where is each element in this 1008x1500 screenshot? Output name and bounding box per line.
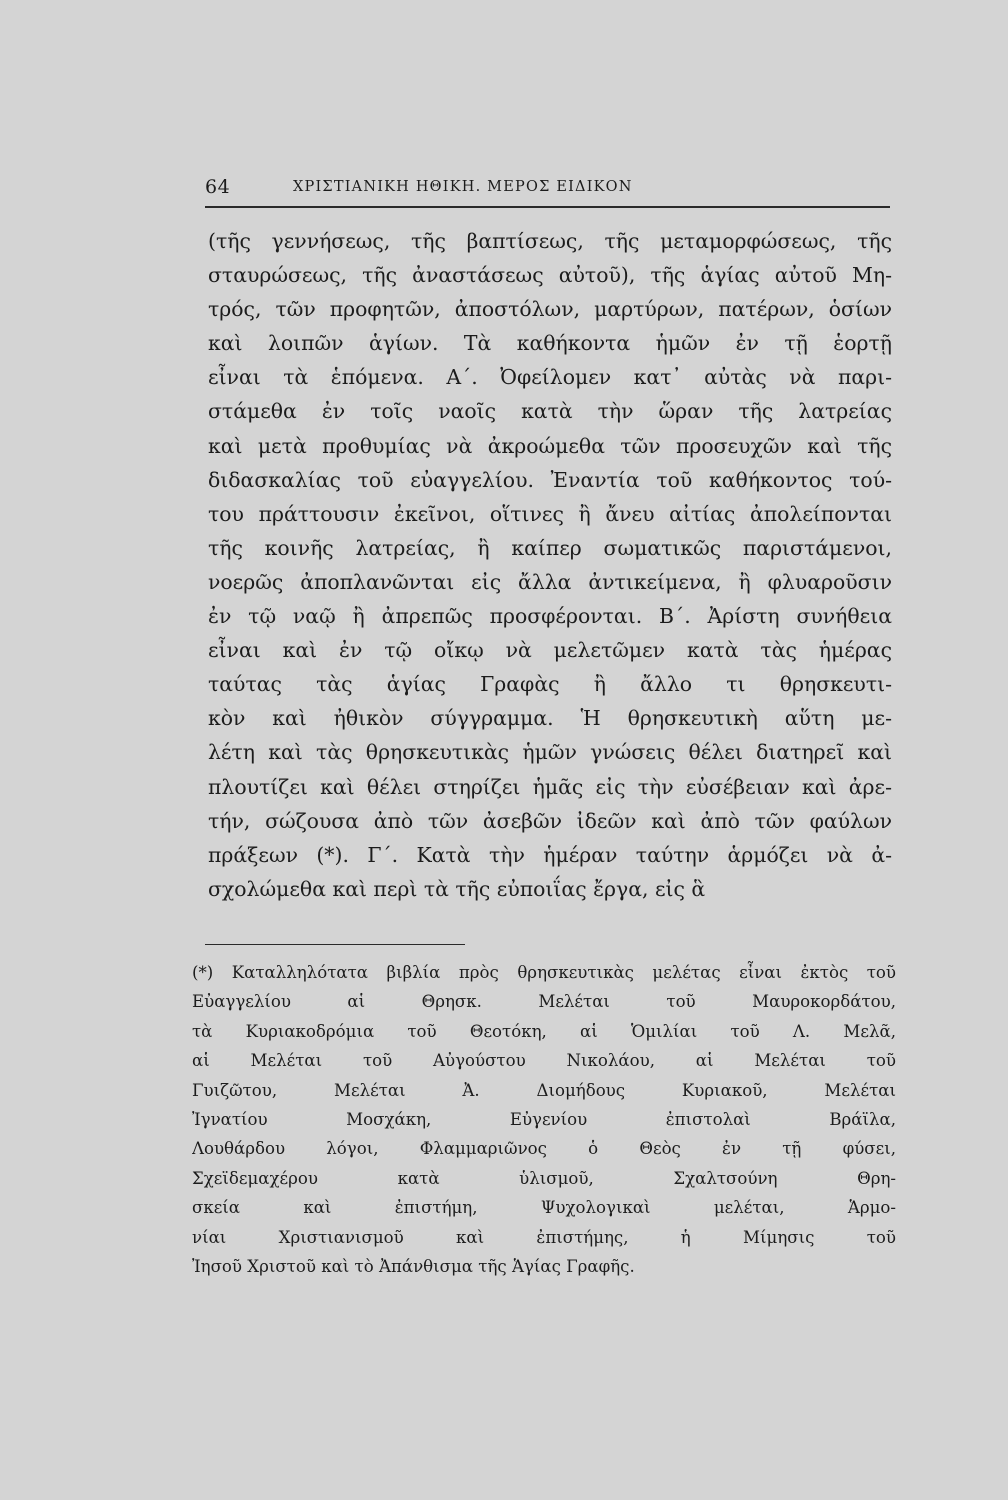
footnote-line: Σχεϊδεμαχέρου κατὰ ὑλισμοῦ, Σχαλτσούνη Θρη- bbox=[192, 1168, 896, 1188]
body-text bbox=[208, 224, 892, 906]
footnote-rule bbox=[205, 944, 465, 945]
body-line: ἐν τῷ ναῷ ἢ ἀπρεπῶς προσφέρονται. Β΄. Ἀρίστη συνήθεια bbox=[208, 604, 892, 629]
header-rule bbox=[205, 206, 890, 208]
body-line: λέτη καὶ τὰς θρησκευτικὰς ἡμῶν γνώσεις θέλει διατηρεῖ καὶ bbox=[208, 740, 892, 765]
footnote-line: Λουθάρδου λόγοι, Φλαμμαριῶνος ὁ Θεὸς ἐν τῇ φύσει, bbox=[192, 1139, 896, 1159]
page-header bbox=[205, 176, 890, 198]
footnote-line: νίαι Χριστιανισμοῦ καὶ ἐπιστήμης, ἡ Μίμησις τοῦ bbox=[192, 1227, 896, 1247]
footnote-line: Γυιζῶτου, Μελέται Ἀ. Διομήδους Κυριακοῦ, Μελέται bbox=[192, 1080, 896, 1100]
footnote-line: σκεία καὶ ἐπιστήμη, Ψυχολογικαὶ μελέται, Ἁρμο- bbox=[192, 1198, 896, 1218]
running-title: ΧΡΙΣΤΙΑΝΙΚΗ ΗΘΙΚΗ. ΜΕΡΟΣ ΕΙΔΙΚΟΝ bbox=[293, 179, 633, 195]
body-line: εἶναι τὰ ἑπόμενα. Α΄. Ὀφείλομεν κατ᾽ αὐτὰς νὰ παρι- bbox=[208, 365, 892, 390]
footnote-line: Εὐαγγελίου αἱ Θρησκ. Μελέται τοῦ Μαυροκορδάτου, bbox=[192, 992, 896, 1012]
body-line: καὶ λοιπῶν ἁγίων. Τὰ καθήκοντα ἡμῶν ἐν τῇ ἑορτῇ bbox=[208, 331, 892, 356]
body-line: κὸν καὶ ἠθικὸν σύγγραμμα. Ἡ θρησκευτικὴ αὕτη με- bbox=[208, 706, 892, 731]
body-line: εἶναι καὶ ἐν τῷ οἴκῳ νὰ μελετῶμεν κατὰ τὰς ἡμέρας bbox=[208, 638, 892, 663]
body-line: διδασκαλίας τοῦ εὐαγγελίου. Ἐναντία τοῦ καθήκοντος τού- bbox=[208, 467, 892, 492]
footnote bbox=[192, 958, 896, 1281]
body-line: στάμεθα ἐν τοῖς ναοῖς κατὰ τὴν ὥραν τῆς λατρείας bbox=[208, 399, 892, 424]
footnote-line: τὰ Κυριακοδρόμια τοῦ Θεοτόκη, αἱ Ὁμιλίαι τοῦ Λ. Μελᾶ, bbox=[192, 1021, 896, 1041]
body-line: νοερῶς ἀποπλανῶνται εἰς ἄλλα ἀντικείμενα, ἢ φλυαροῦσιν bbox=[208, 569, 892, 594]
body-line: πράξεων (*). Γ΄. Κατὰ τὴν ἡμέραν ταύτην ἁρμόζει νὰ ἀ- bbox=[208, 842, 892, 867]
body-line: του πράττουσιν ἐκεῖνοι, οἵτινες ἢ ἄνευ αἰτίας ἀπολείπονται bbox=[208, 501, 892, 526]
footnote-line: (*) Καταλληλότατα βιβλία πρὸς θρησκευτικὰς μελέτας εἶναι ἐκτὸς τοῦ bbox=[192, 963, 896, 982]
footnote-line: αἱ Μελέται τοῦ Αὐγούστου Νικολάου, αἱ Μελέται τοῦ bbox=[192, 1051, 896, 1071]
body-line: σταυρώσεως, τῆς ἀναστάσεως αὐτοῦ), τῆς ἁγίας αὐτοῦ Μη- bbox=[208, 263, 892, 288]
body-line: τρός, τῶν προφητῶν, ἀποστόλων, μαρτύρων, πατέρων, ὁσίων bbox=[208, 297, 892, 322]
body-line: πλουτίζει καὶ θέλει στηρίζει ἡμᾶς εἰς τὴν εὐσέβειαν καὶ ἀρε- bbox=[208, 774, 892, 799]
page-number: 64 bbox=[205, 176, 231, 198]
footnote-line: Ἰησοῦ Χριστοῦ καὶ τὸ Ἀπάνθισμα τῆς Ἁγίας Γραφῆς. bbox=[192, 1256, 635, 1276]
body-line: τήν, σώζουσα ἀπὸ τῶν ἀσεβῶν ἰδεῶν καὶ ἀπὸ τῶν φαύλων bbox=[208, 808, 892, 833]
footnote-line: Ἰγνατίου Μοσχάκη, Εὐγενίου ἐπιστολαὶ Βράϊλα, bbox=[192, 1109, 896, 1129]
body-line: σχολώμεθα καὶ περὶ τὰ τῆς εὐποιΐας ἔργα, εἰς ἃ bbox=[208, 876, 706, 901]
body-line: ταύτας τὰς ἁγίας Γραφὰς ἢ ἄλλο τι θρησκευτι- bbox=[208, 672, 892, 697]
body-line: τῆς κοινῆς λατρείας, ἢ καίπερ σωματικῶς παριστάμενοι, bbox=[208, 535, 892, 560]
body-line: (τῆς γεννήσεως, τῆς βαπτίσεως, τῆς μεταμορφώσεως, τῆς bbox=[208, 229, 892, 253]
body-line: καὶ μετὰ προθυμίας νὰ ἀκροώμεθα τῶν προσευχῶν καὶ τῆς bbox=[208, 433, 892, 458]
